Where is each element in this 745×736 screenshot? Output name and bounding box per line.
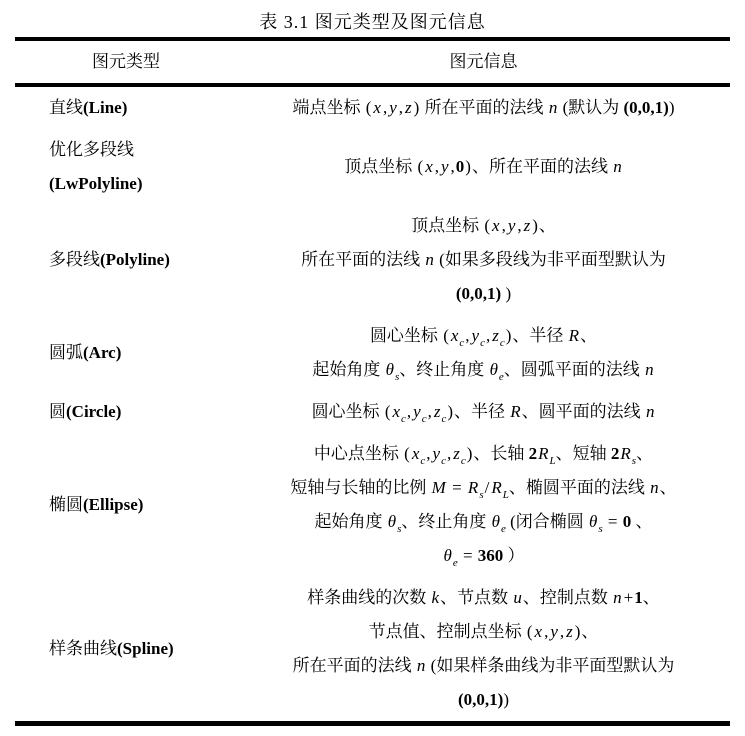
math-variable: θ: [443, 546, 452, 565]
text-segment: ,: [450, 157, 455, 176]
text-segment: (如果多段线为非平面型默认为: [434, 250, 666, 269]
text-segment: =: [458, 546, 477, 565]
text-segment: 所在平面的法线: [420, 98, 548, 117]
entity-english-name: (Ellipse): [83, 495, 144, 514]
math-number: 1: [634, 588, 643, 607]
math-variable: n: [548, 98, 558, 117]
table-row: [15, 129, 730, 205]
text-segment: ): [447, 402, 454, 421]
table-row: [15, 433, 730, 577]
math-subscript: c: [459, 337, 465, 349]
text-segment: 、所在平面的法线: [471, 157, 613, 176]
text-segment: ): [466, 444, 473, 463]
text-segment: ,: [406, 402, 412, 421]
info-cell: [237, 146, 730, 188]
text-segment: ): [668, 98, 675, 117]
info-line: [237, 395, 730, 429]
table: [15, 37, 730, 726]
text-segment: 顶点坐标: [411, 216, 484, 235]
text-segment: 、: [581, 622, 599, 641]
entity-english-name: (LwPolyline): [49, 174, 143, 193]
info-line: [237, 91, 730, 125]
text-segment: =: [447, 478, 466, 497]
text-segment: 、: [642, 588, 660, 607]
math-variable: R: [510, 402, 521, 421]
math-number: 2: [528, 444, 538, 463]
text-segment: ): [413, 98, 420, 117]
type-cell: [15, 391, 237, 433]
info-cell: [237, 577, 730, 721]
math-subscript: L: [502, 489, 509, 501]
text-segment: 中心点坐标: [313, 444, 404, 463]
math-variable: R: [538, 444, 549, 463]
text-segment: ): [465, 157, 471, 176]
math-subscript: s: [479, 489, 484, 501]
math-variable: x: [534, 622, 543, 641]
math-variable: y: [550, 622, 558, 641]
math-variable: y: [413, 402, 421, 421]
table-row: [15, 87, 730, 129]
math-number: 0: [622, 512, 632, 531]
math-subscript: s: [397, 523, 402, 535]
text-segment: 、短轴: [555, 444, 611, 463]
text-segment: 圆弧: [49, 343, 83, 362]
math-variable: M: [431, 478, 446, 497]
text-segment: 椭圆: [49, 495, 83, 514]
math-variable: θ: [385, 360, 395, 379]
entity-english-name: (Circle): [66, 402, 122, 421]
math-variable: θ: [589, 512, 598, 531]
math-number: (0,0,1): [623, 98, 669, 117]
math-variable: x: [373, 98, 381, 117]
text-segment: 、圆平面的法线: [521, 402, 645, 421]
info-line: [237, 319, 730, 353]
math-number: (0,0,1): [458, 690, 504, 709]
type-line: [49, 336, 237, 370]
entity-english-name: (Spline): [117, 639, 174, 658]
info-line: [237, 150, 730, 184]
text-segment: (: [443, 326, 449, 345]
text-segment: 、终止角度: [401, 512, 491, 531]
math-subscript: s: [395, 371, 400, 383]
math-variable: y: [389, 98, 397, 117]
math-number: 2: [610, 444, 620, 463]
column-header-type: 图元类型: [92, 52, 160, 71]
text-segment: (闭合椭圆: [505, 512, 589, 531]
type-cell: [15, 87, 237, 129]
math-variable: z: [405, 98, 412, 117]
math-variable: n: [645, 360, 654, 379]
text-segment: 端点坐标: [292, 98, 365, 117]
math-variable: R: [467, 478, 479, 497]
info-line: [237, 353, 730, 387]
math-variable: R: [491, 478, 502, 497]
text-segment: 圆心坐标: [311, 402, 384, 421]
text-segment: 多段线: [49, 250, 100, 269]
text-segment: (: [404, 444, 410, 463]
math-variable: n: [416, 656, 426, 675]
info-cell: [237, 315, 730, 391]
math-variable: n: [650, 478, 659, 497]
math-subscript: e: [500, 523, 506, 535]
text-segment: 圆: [49, 402, 66, 421]
math-variable: n: [425, 250, 434, 269]
info-line: [237, 505, 730, 539]
entity-english-name: (Line): [83, 98, 128, 117]
math-subscript: s: [631, 455, 637, 467]
column-header-info: 图元信息: [449, 52, 518, 71]
math-variable: y: [507, 216, 516, 235]
type-cell: [15, 239, 237, 281]
type-line: [49, 167, 237, 201]
text-segment: 所在平面的法线: [292, 656, 416, 675]
text-segment: 、半径: [454, 402, 510, 421]
math-subscript: c: [441, 455, 446, 467]
info-line: [237, 209, 730, 243]
math-variable: x: [450, 326, 459, 345]
math-variable: k: [431, 588, 440, 607]
math-variable: R: [568, 326, 580, 345]
text-segment: (默认为: [558, 98, 624, 117]
text-segment: 起始角度: [312, 360, 385, 379]
math-subscript: c: [480, 337, 485, 349]
math-subscript: c: [420, 455, 426, 467]
type-cell: [15, 628, 237, 670]
math-variable: y: [432, 444, 441, 463]
text-segment: 、圆弧平面的法线: [503, 360, 645, 379]
math-subscript: c: [401, 413, 406, 425]
text-segment: (: [526, 622, 533, 641]
math-number: 0: [455, 157, 465, 176]
math-variable: y: [471, 326, 480, 345]
text-segment: ,: [544, 622, 549, 641]
text-segment: (: [365, 98, 372, 117]
math-variable: u: [513, 588, 522, 607]
text-segment: 、: [636, 444, 654, 463]
math-variable: z: [453, 444, 460, 463]
math-number: 360: [477, 546, 504, 565]
text-segment: 、: [580, 326, 598, 345]
info-cell: [237, 433, 730, 577]
info-line: [237, 615, 730, 649]
math-subscript: e: [452, 557, 458, 569]
table-row: [15, 577, 730, 721]
math-variable: θ: [387, 512, 397, 531]
text-segment: 、: [659, 478, 677, 497]
type-line: [49, 488, 237, 522]
text-segment: 直线: [49, 98, 83, 117]
info-cell: [237, 391, 730, 433]
info-line: [237, 277, 730, 311]
math-variable: θ: [491, 512, 500, 531]
text-segment: 顶点坐标: [344, 157, 417, 176]
entity-english-name: (Arc): [83, 343, 122, 362]
math-variable: x: [411, 444, 420, 463]
text-segment: 、节点数: [440, 588, 513, 607]
text-segment: 圆心坐标: [369, 326, 443, 345]
math-subscript: c: [421, 413, 427, 425]
type-cell: [15, 129, 237, 205]
type-cell: [15, 332, 237, 374]
text-segment: 、椭圆平面的法线: [508, 478, 650, 497]
table-body: [15, 87, 730, 721]
math-variable: z: [523, 216, 531, 235]
math-variable: x: [425, 157, 433, 176]
text-segment: ): [574, 622, 581, 641]
text-segment: 短轴与长轴的比例: [290, 478, 431, 497]
text-segment: 起始角度: [314, 512, 387, 531]
text-segment: 、半径: [512, 326, 568, 345]
text-segment: ,: [465, 326, 470, 345]
type-line: [49, 632, 237, 666]
math-variable: z: [566, 622, 573, 641]
text-segment: ,: [426, 444, 431, 463]
text-segment: 、长轴: [473, 444, 529, 463]
info-line: [237, 243, 730, 277]
math-variable: z: [433, 402, 441, 421]
text-segment: =: [603, 512, 622, 531]
text-segment: /: [484, 478, 490, 497]
info-cell: [237, 87, 730, 129]
math-variable: n: [613, 588, 622, 607]
text-segment: ): [501, 284, 512, 303]
text-segment: 样条曲线: [49, 639, 117, 658]
text-segment: ,: [446, 444, 452, 463]
text-segment: ,: [517, 216, 522, 235]
info-line: [237, 471, 730, 505]
text-segment: ): [503, 690, 509, 709]
text-segment: 、: [538, 216, 556, 235]
text-segment: 所在平面的法线: [301, 250, 425, 269]
math-variable: z: [492, 326, 499, 345]
text-segment: ,: [501, 216, 506, 235]
info-line: [237, 581, 730, 615]
table-row: [15, 205, 730, 315]
math-variable: n: [645, 402, 655, 421]
type-line: [49, 91, 237, 125]
math-variable: n: [613, 157, 622, 176]
math-subscript: c: [441, 413, 447, 425]
text-segment: 优化多段线: [49, 140, 134, 159]
text-segment: 、: [631, 512, 653, 531]
math-variable: R: [620, 444, 631, 463]
text-segment: ,: [485, 326, 491, 345]
table-row: [15, 391, 730, 433]
info-line: [237, 539, 730, 573]
math-subscript: L: [549, 455, 556, 467]
text-segment: 节点值、控制点坐标: [368, 622, 526, 641]
info-line: [237, 649, 730, 683]
entity-english-name: (Polyline): [100, 250, 170, 269]
math-variable: x: [492, 216, 500, 235]
table-caption: 表 3.1 图元类型及图元信息: [259, 12, 486, 32]
math-subscript: c: [460, 455, 466, 467]
type-cell: [15, 484, 237, 526]
text-segment: ,: [434, 157, 439, 176]
text-segment: ）: [503, 546, 525, 565]
info-line: [237, 683, 730, 717]
type-line: [49, 243, 237, 277]
text-segment: 、控制点数: [522, 588, 613, 607]
math-subscript: s: [598, 523, 603, 535]
table-header-row: [15, 41, 730, 87]
text-segment: ,: [398, 98, 404, 117]
text-segment: ): [532, 216, 538, 235]
type-line: [49, 133, 237, 167]
text-segment: ,: [559, 622, 565, 641]
math-variable: x: [392, 402, 401, 421]
text-segment: 样条曲线的次数: [307, 588, 431, 607]
math-subscript: e: [498, 371, 504, 383]
math-variable: y: [441, 157, 449, 176]
type-line: [49, 395, 237, 429]
text-segment: (如果样条曲线为非平面型默认为: [426, 656, 675, 675]
text-segment: 、终止角度: [399, 360, 489, 379]
math-number: (0,0,1): [455, 284, 502, 303]
text-segment: +: [623, 588, 634, 607]
text-segment: (: [417, 157, 424, 176]
text-segment: ,: [382, 98, 388, 117]
text-segment: ): [505, 326, 512, 345]
text-segment: (: [384, 402, 391, 421]
table-row: [15, 315, 730, 391]
text-segment: ,: [427, 402, 432, 421]
info-line: [237, 437, 730, 471]
math-subscript: c: [499, 337, 505, 349]
math-variable: θ: [489, 360, 498, 379]
text-segment: (: [484, 216, 491, 235]
info-cell: [237, 205, 730, 315]
